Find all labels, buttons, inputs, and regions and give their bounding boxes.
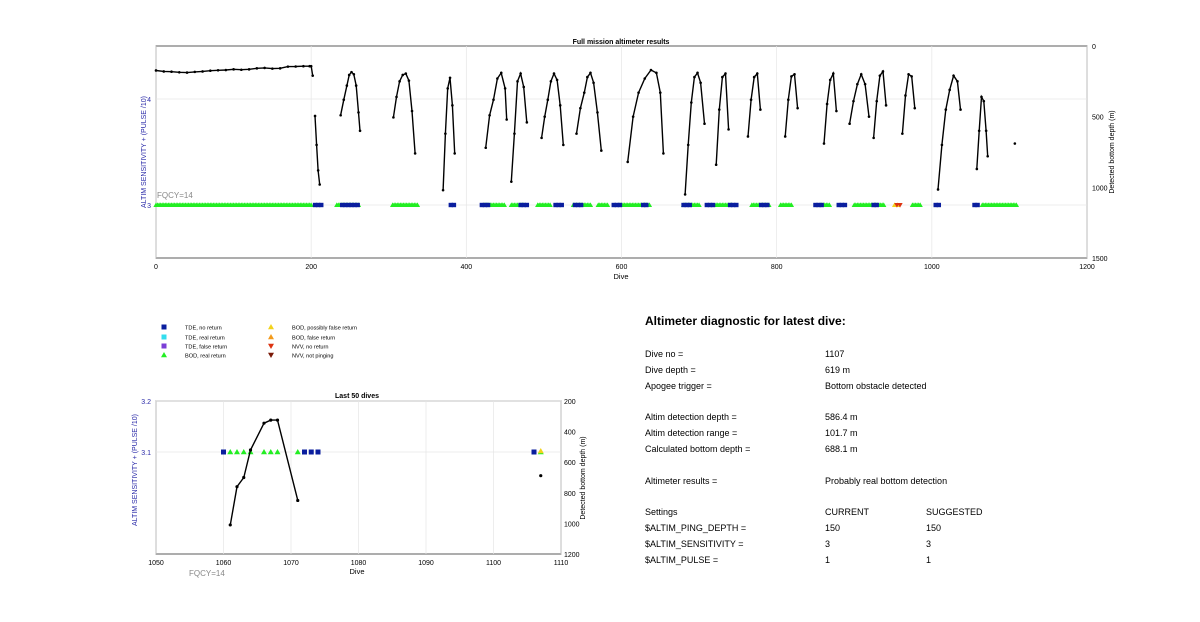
main-bottom-depth-point [913, 107, 916, 110]
main-bottom-depth-point [444, 132, 447, 135]
main-bottom-depth-point [488, 114, 491, 117]
main-bottom-depth-point [357, 111, 360, 114]
main-bottom-depth-point [727, 128, 730, 131]
main-bottom-depth-point [586, 76, 589, 79]
main-bottom-depth-point [314, 115, 317, 118]
info-value: 586.4 m [825, 412, 858, 422]
main-bottom-depth-point [703, 122, 706, 125]
main-bottom-depth-point [516, 80, 519, 83]
legend-marker [161, 352, 167, 357]
zoom-bottom-depth-point [249, 448, 252, 451]
main-bottom-depth-point [225, 69, 228, 72]
main-bottom-depth-point [408, 79, 411, 82]
main-bottom-depth-point [693, 76, 696, 79]
main-bottom-depth-point [395, 96, 398, 99]
main-bottom-depth-point [392, 116, 395, 119]
main-bottom-depth-point [315, 144, 318, 147]
main-bottom-depth-point [550, 80, 553, 83]
zoom-last-dive-point [539, 474, 542, 477]
main-bottom-depth-point [985, 130, 988, 133]
info-label: Altim detection depth = [645, 412, 737, 422]
main-bottom-depth-point [829, 79, 832, 82]
zoom-chart-title: Last 50 dives [335, 393, 379, 400]
main-x-ticks [154, 264, 1095, 271]
main-bottom-depth-point [980, 96, 983, 99]
settings-suggested: 3 [926, 539, 932, 549]
main-bottom-depth-point [442, 189, 445, 192]
info-label: Dive no = [645, 349, 684, 359]
zoom-y-ticks [141, 399, 151, 457]
zoom-marker-tde-no-return [302, 450, 307, 455]
main-bottom-depth-point [263, 67, 266, 70]
main-bottom-depth-point [355, 84, 358, 87]
main-x-tick: 1200 [1079, 264, 1095, 271]
main-bottom-depth-point [632, 115, 635, 118]
legend-marker [268, 324, 274, 329]
main-bottom-depth-point [724, 72, 727, 75]
main-bottom-depth-point [543, 115, 546, 118]
main-marker-tde-no-return [765, 203, 769, 207]
main-marker-tde-no-return [734, 203, 738, 207]
main-bottom-depth-point [910, 75, 913, 78]
main-bottom-depth-point [256, 67, 259, 70]
main-bottom-depth-point [879, 74, 882, 77]
main-bottom-depth-point [793, 73, 796, 76]
main-bottom-depth-point [170, 70, 173, 73]
legend-marker [162, 325, 167, 330]
main-y2-tick: 500 [1092, 114, 1104, 122]
main-y2-axis-label: Detected bottom depth (m) [1109, 110, 1116, 194]
main-bottom-depth-point [872, 137, 875, 140]
main-bottom-depth-point [398, 80, 401, 83]
zoom-x-tick: 1110 [553, 560, 569, 567]
main-y2-tick: 1500 [1092, 256, 1108, 263]
zoom-bottom-depth-point [242, 476, 245, 479]
main-marker-tde-no-return [975, 203, 979, 207]
main-bottom-depth-point [662, 152, 665, 155]
main-x-tick: 800 [770, 264, 783, 271]
main-bottom-depth-point [753, 76, 756, 79]
main-bottom-depth-point [162, 70, 165, 73]
zoom-x-tick: 1080 [350, 560, 367, 567]
legend-label: BOD, possibly false return [292, 325, 357, 332]
legend-label: TDE, real return [185, 335, 225, 342]
main-bottom-depth-point [684, 193, 687, 196]
info-value: 619 m [825, 365, 851, 375]
zoom-chart [132, 393, 587, 578]
zoom-bottom-depth-point [269, 419, 272, 422]
main-bottom-depth-point [860, 73, 863, 76]
info-label: Altim detection range = [645, 428, 738, 438]
zoom-bottom-depth-point [262, 422, 265, 425]
main-x-axis-label: Dive [613, 272, 629, 281]
zoom-marker-tde-no-return [532, 450, 537, 455]
legend-marker [268, 344, 274, 349]
main-bottom-depth-point [559, 104, 562, 107]
main-bottom-depth-point [302, 65, 305, 68]
main-bottom-depth-point [217, 69, 220, 72]
main-x-tick: 0 [154, 264, 158, 271]
main-bottom-depth-point [248, 68, 251, 71]
main-bottom-depth-point [885, 104, 888, 107]
main-bottom-depth-point [937, 188, 940, 191]
settings-current: 3 [825, 539, 831, 549]
main-bottom-depth-point [589, 72, 592, 75]
main-bottom-depth-point [907, 73, 910, 76]
main-marker-tde-no-return [644, 203, 648, 207]
main-bottom-depth-point [540, 137, 543, 140]
main-bottom-depth-point [747, 135, 750, 138]
main-bottom-depth-point [956, 80, 959, 83]
main-bottom-depth-point [510, 180, 513, 183]
main-bottom-depth-point [784, 135, 787, 138]
main-bottom-depth-point [643, 77, 646, 80]
main-bottom-depth-point [600, 149, 603, 152]
main-bottom-depth-point [592, 81, 595, 84]
main-y2-tick: 1000 [1092, 185, 1108, 193]
zoom-x-axis-label: Dive [349, 567, 365, 576]
legend-label: TDE, no return [185, 325, 222, 332]
main-bottom-depth-point [626, 161, 629, 164]
zoom-y-tick: 3.1 [141, 450, 151, 457]
main-y-tick: 4 [147, 97, 151, 104]
info-value: Probably real bottom detection [825, 476, 948, 486]
zoom-x-tick: 1060 [215, 560, 232, 567]
zoom-y2-tick: 400 [564, 429, 576, 437]
main-bottom-depth-point [596, 111, 599, 114]
main-bottom-depth-point [852, 100, 855, 103]
main-bottom-depth-point [240, 68, 243, 71]
main-bottom-depth-point [848, 122, 851, 125]
main-bottom-depth-point [519, 72, 522, 75]
main-x-tick: 600 [615, 264, 628, 271]
main-bottom-depth-point [446, 87, 449, 90]
zoom-y2-tick: 1000 [564, 521, 580, 529]
main-bottom-depth-point [696, 72, 699, 75]
legend-marker [162, 344, 167, 349]
main-bottom-depth-point [405, 72, 408, 75]
main-bottom-depth-point [178, 71, 181, 74]
settings-header-suggested: SUGGESTED [926, 507, 983, 517]
main-bottom-depth-point [655, 72, 658, 75]
main-bottom-depth-point [948, 89, 951, 92]
main-x-tick: 400 [460, 264, 473, 271]
main-bottom-depth-point [401, 74, 404, 77]
main-x-tick: 200 [305, 264, 318, 271]
main-bottom-depth-point [155, 69, 158, 72]
main-bottom-depth-point [637, 91, 640, 94]
zoom-y-axis-label: ALTIM SENSITIVITY + (PULSE /10) [132, 414, 139, 526]
main-bottom-depth-point [690, 101, 693, 104]
main-marker-tde-no-return [486, 203, 490, 207]
zoom-x-tick: 1070 [283, 560, 299, 567]
zoom-y2-ticks [564, 399, 580, 559]
main-bottom-depth-point [756, 72, 759, 75]
zoom-x-tick: 1100 [485, 560, 502, 567]
main-bottom-depth-point [575, 132, 578, 135]
zoom-x-tick: 1090 [418, 560, 434, 567]
main-bottom-depth-point [983, 100, 986, 103]
main-bottom-depth-point [513, 132, 516, 135]
legend-marker [268, 353, 274, 358]
main-bottom-depth-point [976, 168, 979, 171]
main-y2-ticks [1092, 44, 1108, 263]
main-bottom-depth-point [823, 142, 826, 145]
main-bottom-depth-point [796, 107, 799, 110]
main-marker-tde-no-return [819, 203, 823, 207]
main-marker-tde-no-return [560, 203, 564, 207]
main-bottom-depth-point [959, 108, 962, 111]
zoom-y2-tick: 1200 [564, 552, 580, 559]
legend-marker [162, 335, 167, 340]
main-bottom-depth-point [868, 115, 871, 118]
main-bottom-depth-point [193, 71, 196, 74]
main-bottom-depth-point [526, 121, 529, 124]
zoom-y2-tick: 600 [564, 460, 576, 468]
main-bottom-depth-point [500, 72, 503, 75]
legend-label: BOD, real return [185, 353, 226, 360]
main-bottom-depth-point [411, 110, 414, 113]
main-bottom-depth-point [342, 98, 345, 101]
main-bottom-depth-point [875, 100, 878, 103]
main-chart [141, 39, 1116, 281]
main-marker-tde-no-return [356, 203, 360, 207]
main-bottom-depth-point [484, 146, 487, 149]
main-bottom-depth-point [359, 130, 362, 133]
zoom-x-tick: 1050 [148, 560, 164, 567]
main-bottom-depth-point [901, 132, 904, 135]
main-bottom-depth-point [904, 94, 907, 97]
main-bottom-depth-point [186, 71, 189, 74]
main-marker-tde-no-return [452, 203, 456, 207]
main-bottom-depth-point [353, 73, 356, 76]
settings-header-current: CURRENT [825, 507, 869, 517]
zoom-y2-tick: 200 [564, 399, 576, 406]
main-bottom-depth-point [699, 81, 702, 84]
settings-current: 150 [825, 523, 841, 533]
settings-suggested: 150 [926, 523, 942, 533]
main-bottom-depth-point [232, 68, 235, 71]
main-bottom-depth-point [650, 69, 653, 72]
main-bottom-depth-point [944, 108, 947, 111]
main-bottom-depth-point [787, 98, 790, 101]
settings-label: $ALTIM_SENSITIVITY = [645, 539, 744, 549]
main-bottom-depth-point [835, 110, 838, 113]
main-marker-tde-no-return [711, 203, 715, 207]
main-bottom-depth-point [294, 65, 297, 68]
main-bottom-depth-point [449, 77, 452, 80]
zoom-marker-tde-no-return [221, 450, 226, 455]
main-marker-tde-no-return [875, 203, 879, 207]
zoom-bottom-depth-point [229, 523, 232, 526]
main-marker-tde-no-return [319, 203, 323, 207]
main-chart-title: Full mission altimeter results [572, 39, 670, 46]
info-value: Bottom obstacle detected [825, 381, 927, 391]
main-bottom-depth-point [348, 74, 351, 77]
main-y-tick: 3 [147, 203, 151, 210]
main-bottom-depth-point [750, 98, 753, 101]
legend [161, 324, 357, 360]
main-bottom-depth-point [952, 74, 955, 77]
info-label: Dive depth = [645, 365, 696, 375]
main-marker-tde-no-return [843, 203, 847, 207]
zoom-bottom-depth-point [276, 419, 279, 422]
main-bottom-depth-point [346, 84, 349, 87]
settings-header-label: Settings [645, 507, 678, 517]
zoom-bottom-depth-point [235, 485, 238, 488]
zoom-y-tick: 3.2 [141, 399, 151, 406]
main-bottom-depth-point [721, 76, 724, 79]
zoom-y2-tick: 800 [564, 490, 576, 498]
main-bottom-depth-point [856, 83, 859, 86]
legend-marker [268, 334, 274, 339]
main-bottom-depth-point [451, 104, 454, 107]
main-bottom-depth-point [414, 152, 417, 155]
diagnostic-title: Altimeter diagnostic for latest dive: [645, 314, 846, 328]
main-bottom-depth-point [790, 75, 793, 78]
main-fqcy-label: FQCY=14 [157, 191, 193, 200]
info-value: 1107 [825, 349, 845, 359]
main-bottom-depth-point [941, 144, 944, 147]
main-bottom-depth-point [317, 169, 320, 172]
settings-suggested: 1 [926, 555, 932, 565]
main-bottom-depth-point [583, 91, 586, 94]
zoom-marker-tde-no-return [309, 450, 314, 455]
zoom-y2-axis-label: Detected bottom depth (m) [580, 436, 587, 520]
main-bottom-depth-point [310, 65, 313, 68]
legend-label: NVV, not pinging [292, 353, 334, 360]
info-value: 688.1 m [825, 444, 858, 454]
main-bottom-depth-point [562, 144, 565, 147]
main-bottom-depth-point [556, 79, 559, 82]
main-bottom-depth-point [311, 74, 314, 77]
main-marker-tde-no-return [579, 203, 583, 207]
info-label: Calculated bottom depth = [645, 444, 751, 454]
main-y-axis-label: ALTIM SENSITIVITY + (PULSE /10) [141, 96, 148, 208]
main-y2-tick: 0 [1092, 44, 1096, 51]
main-bottom-depth-point [882, 70, 885, 73]
zoom-marker-tde-no-return [316, 450, 321, 455]
main-bottom-depth-point [504, 87, 507, 90]
main-bottom-depth-point [553, 72, 556, 75]
main-bottom-depth-point [505, 118, 508, 121]
main-bottom-depth-point [659, 91, 662, 94]
legend-label: BOD, false return [292, 335, 336, 342]
main-marker-tde-no-return [525, 203, 529, 207]
main-bottom-depth-point [832, 72, 835, 75]
info-value: 101.7 m [825, 428, 858, 438]
main-bottom-depth-point [579, 107, 582, 110]
main-bottom-depth-point [271, 67, 274, 70]
legend-label: NVV, no return [292, 344, 329, 351]
main-bottom-depth-point [350, 71, 353, 74]
main-bottom-depth-point [209, 69, 212, 72]
main-bottom-depth-point [687, 144, 690, 147]
main-bottom-depth-point [453, 152, 456, 155]
main-bottom-depth-point [522, 86, 525, 89]
main-bottom-depth-point [1014, 142, 1017, 145]
main-bottom-depth-point [496, 77, 499, 80]
main-x-tick: 1000 [924, 264, 940, 271]
main-bottom-depth-point [279, 67, 282, 70]
settings-current: 1 [825, 555, 831, 565]
settings-label: $ALTIM_PULSE = [645, 555, 719, 565]
main-bottom-depth-point [201, 70, 204, 73]
zoom-fqcy-label: FQCY=14 [189, 569, 225, 578]
main-marker-tde-no-return [937, 203, 941, 207]
info-label: Altimeter results = [645, 476, 718, 486]
main-bottom-depth-point [339, 114, 342, 117]
main-bottom-depth-point [978, 130, 981, 133]
main-bottom-depth-point [864, 83, 867, 86]
main-bottom-depth-point [546, 98, 549, 101]
zoom-x-ticks [148, 560, 568, 567]
main-bottom-depth-point [986, 155, 989, 158]
settings-label: $ALTIM_PING_DEPTH = [645, 523, 747, 533]
main-bottom-depth-point [715, 163, 718, 166]
main-marker-tde-no-return [688, 203, 692, 207]
main-bottom-depth-point [826, 103, 829, 106]
main-bottom-depth-point [492, 98, 495, 101]
main-marker-tde-no-return [618, 203, 622, 207]
main-bottom-depth-point [318, 183, 321, 186]
main-bottom-depth-point [759, 108, 762, 111]
info-label: Apogee trigger = [645, 381, 712, 391]
main-bottom-depth-point [718, 108, 721, 111]
zoom-bottom-depth-point [296, 499, 299, 502]
main-bottom-depth-point [287, 65, 290, 68]
legend-label: TDE, false return [185, 344, 228, 351]
